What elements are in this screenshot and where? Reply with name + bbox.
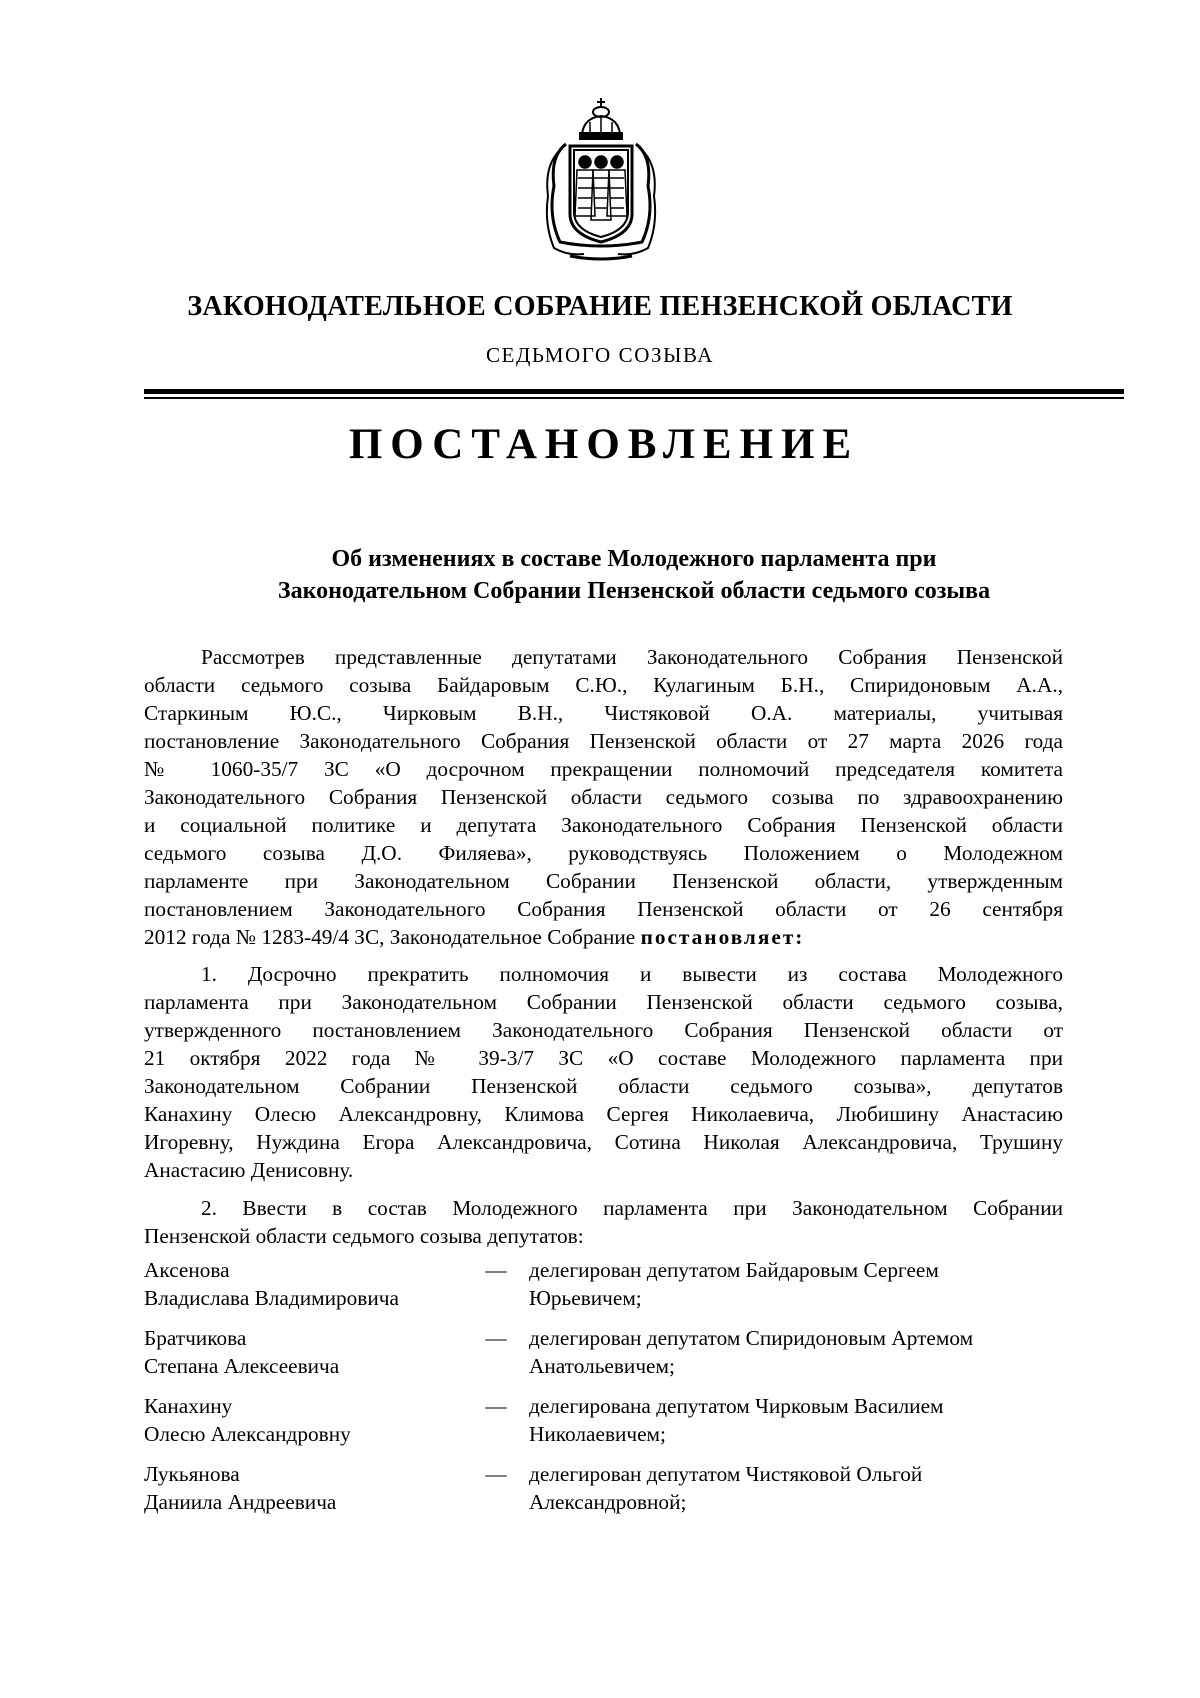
convocation-label: СЕДЬМОГО СОЗЫВА	[485, 343, 715, 367]
member-name-line: Братчикова	[144, 1326, 247, 1350]
item-1-paragraph	[144, 960, 1063, 1184]
member-name-line: Аксенова	[144, 1258, 230, 1282]
paragraph-line: Старкиным Ю.С., Чирковым В.Н., Чистяковой О.А. материалы, учитывая	[144, 701, 1063, 725]
paragraph-line: Законодательного Собрания Пензенской области седьмого созыва по здравоохранению	[144, 785, 1063, 809]
member-delegation	[529, 1392, 1069, 1448]
header-divider-thick	[144, 389, 1124, 394]
list-item	[144, 1256, 1063, 1312]
paragraph-line: Анастасию Денисовну.	[144, 1158, 354, 1182]
organization-name: ЗАКОНОДАТЕЛЬНОЕ СОБРАНИЕ ПЕНЗЕНСКОЙ ОБЛАСТИ	[187, 291, 1013, 322]
title-line: Законодательном Собрании Пензенской области седьмого созыва	[277, 578, 991, 604]
list-item	[144, 1392, 1063, 1448]
member-name	[144, 1460, 464, 1516]
member-delegation-line: делегирован депутатом Байдаровым Сергеем	[529, 1258, 939, 1282]
paragraph-line: утвержденного постановлением Законодательного Собрания Пензенской области от	[144, 1018, 1063, 1042]
list-item	[144, 1460, 1063, 1516]
member-name	[144, 1392, 464, 1448]
member-delegation-line: делегирован депутатом Спиридоновым Артемом	[529, 1326, 974, 1350]
paragraph-line: № 1060-35/7 ЗС «О досрочном прекращении полномочий председателя комитета	[144, 757, 1063, 781]
member-dash: —	[485, 1326, 507, 1350]
member-name-line: Степана Алексеевича	[144, 1354, 340, 1378]
member-delegation-line: делегирована депутатом Чирковым Василием	[529, 1394, 944, 1418]
paragraph-line: Пензенской области седьмого созыва депутатов:	[144, 1224, 584, 1248]
paragraph-line: постановлением Законодательного Собрания Пензенской области от 26 сентября	[144, 897, 1063, 921]
paragraph-line: области седьмого созыва Байдаровым С.Ю., Кулагиным Б.Н., Спиридоновым А.А.,	[144, 673, 1063, 697]
member-delegation-line: Анатольевичем;	[529, 1354, 675, 1378]
paragraph-line: 2. Ввести в состав Молодежного парламента при Законодательном Собрании	[201, 1196, 1063, 1220]
paragraph-line: парламенте при Законодательном Собрании Пензенской области, утвержденным	[144, 869, 1063, 893]
member-name-line: Владислава Владимировича	[144, 1286, 399, 1310]
list-item	[144, 1324, 1063, 1380]
paragraph-line: Рассмотрев представленные депутатами Законодательного Собрания Пензенской	[201, 645, 1063, 669]
members-list	[144, 1256, 1063, 1528]
paragraph-line: седьмого созыва Д.О. Филяева», руководствуясь Положением о Молодежном	[144, 841, 1063, 865]
paragraph-line: постановление Законодательного Собрания Пензенской области от 27 марта 2026 года	[144, 729, 1063, 753]
title-line: Об изменениях в составе Молодежного парламента при	[331, 546, 937, 572]
member-delegation	[529, 1324, 1069, 1380]
member-name	[144, 1256, 464, 1312]
member-dash: —	[485, 1394, 507, 1418]
member-name-line: Даниила Андреевича	[144, 1490, 337, 1514]
member-delegation	[529, 1256, 1069, 1312]
paragraph-line-text: 2012 года № 1283-49/4 ЗС, Законодательное Собрание	[144, 925, 636, 949]
header-divider-thin	[144, 397, 1124, 399]
preamble-paragraph	[144, 643, 1063, 951]
paragraph-line: и социальной политике и депутата Законодательного Собрания Пензенской области	[144, 813, 1063, 837]
paragraph-line: 1. Досрочно прекратить полномочия и вывести из состава Молодежного	[201, 962, 1063, 986]
member-delegation-line: Александровной;	[529, 1490, 687, 1514]
member-delegation-line: делегирован депутатом Чистяковой Ольгой	[529, 1462, 923, 1486]
item-2-paragraph	[144, 1194, 1063, 1250]
member-dash: —	[485, 1462, 507, 1486]
document-title	[144, 543, 1124, 607]
member-delegation-line: Юрьевичем;	[529, 1286, 642, 1310]
member-dash: —	[485, 1258, 507, 1282]
paragraph-line: Законодательном Собрании Пензенской области седьмого созыва», депутатов	[144, 1074, 1063, 1098]
member-name-line: Лукьянова	[144, 1462, 240, 1486]
member-name-line: Канахину	[144, 1394, 233, 1418]
document-type-heading: ПОСТАНОВЛЕНИЕ	[348, 421, 860, 468]
penza-region-coat-of-arms-icon	[540, 96, 662, 264]
member-name-line: Олесю Александровну	[144, 1422, 351, 1446]
member-name	[144, 1324, 464, 1380]
resolves-keyword: постановляет:	[640, 925, 805, 949]
paragraph-line: Канахину Олесю Александровну, Климова Сергея Николаевича, Любишину Анастасию	[144, 1102, 1063, 1126]
paragraph-line: 21 октября 2022 года № 39-3/7 ЗС «О составе Молодежного парламента при	[144, 1046, 1063, 1070]
member-delegation-line: Николаевичем;	[529, 1422, 666, 1446]
paragraph-line	[144, 923, 1063, 951]
paragraph-line: парламента при Законодательном Собрании Пензенской области седьмого созыва,	[144, 990, 1063, 1014]
paragraph-line: Игоревну, Нуждина Егора Александровича, Сотина Николая Александровича, Трушину	[144, 1130, 1063, 1154]
member-delegation	[529, 1460, 1069, 1516]
